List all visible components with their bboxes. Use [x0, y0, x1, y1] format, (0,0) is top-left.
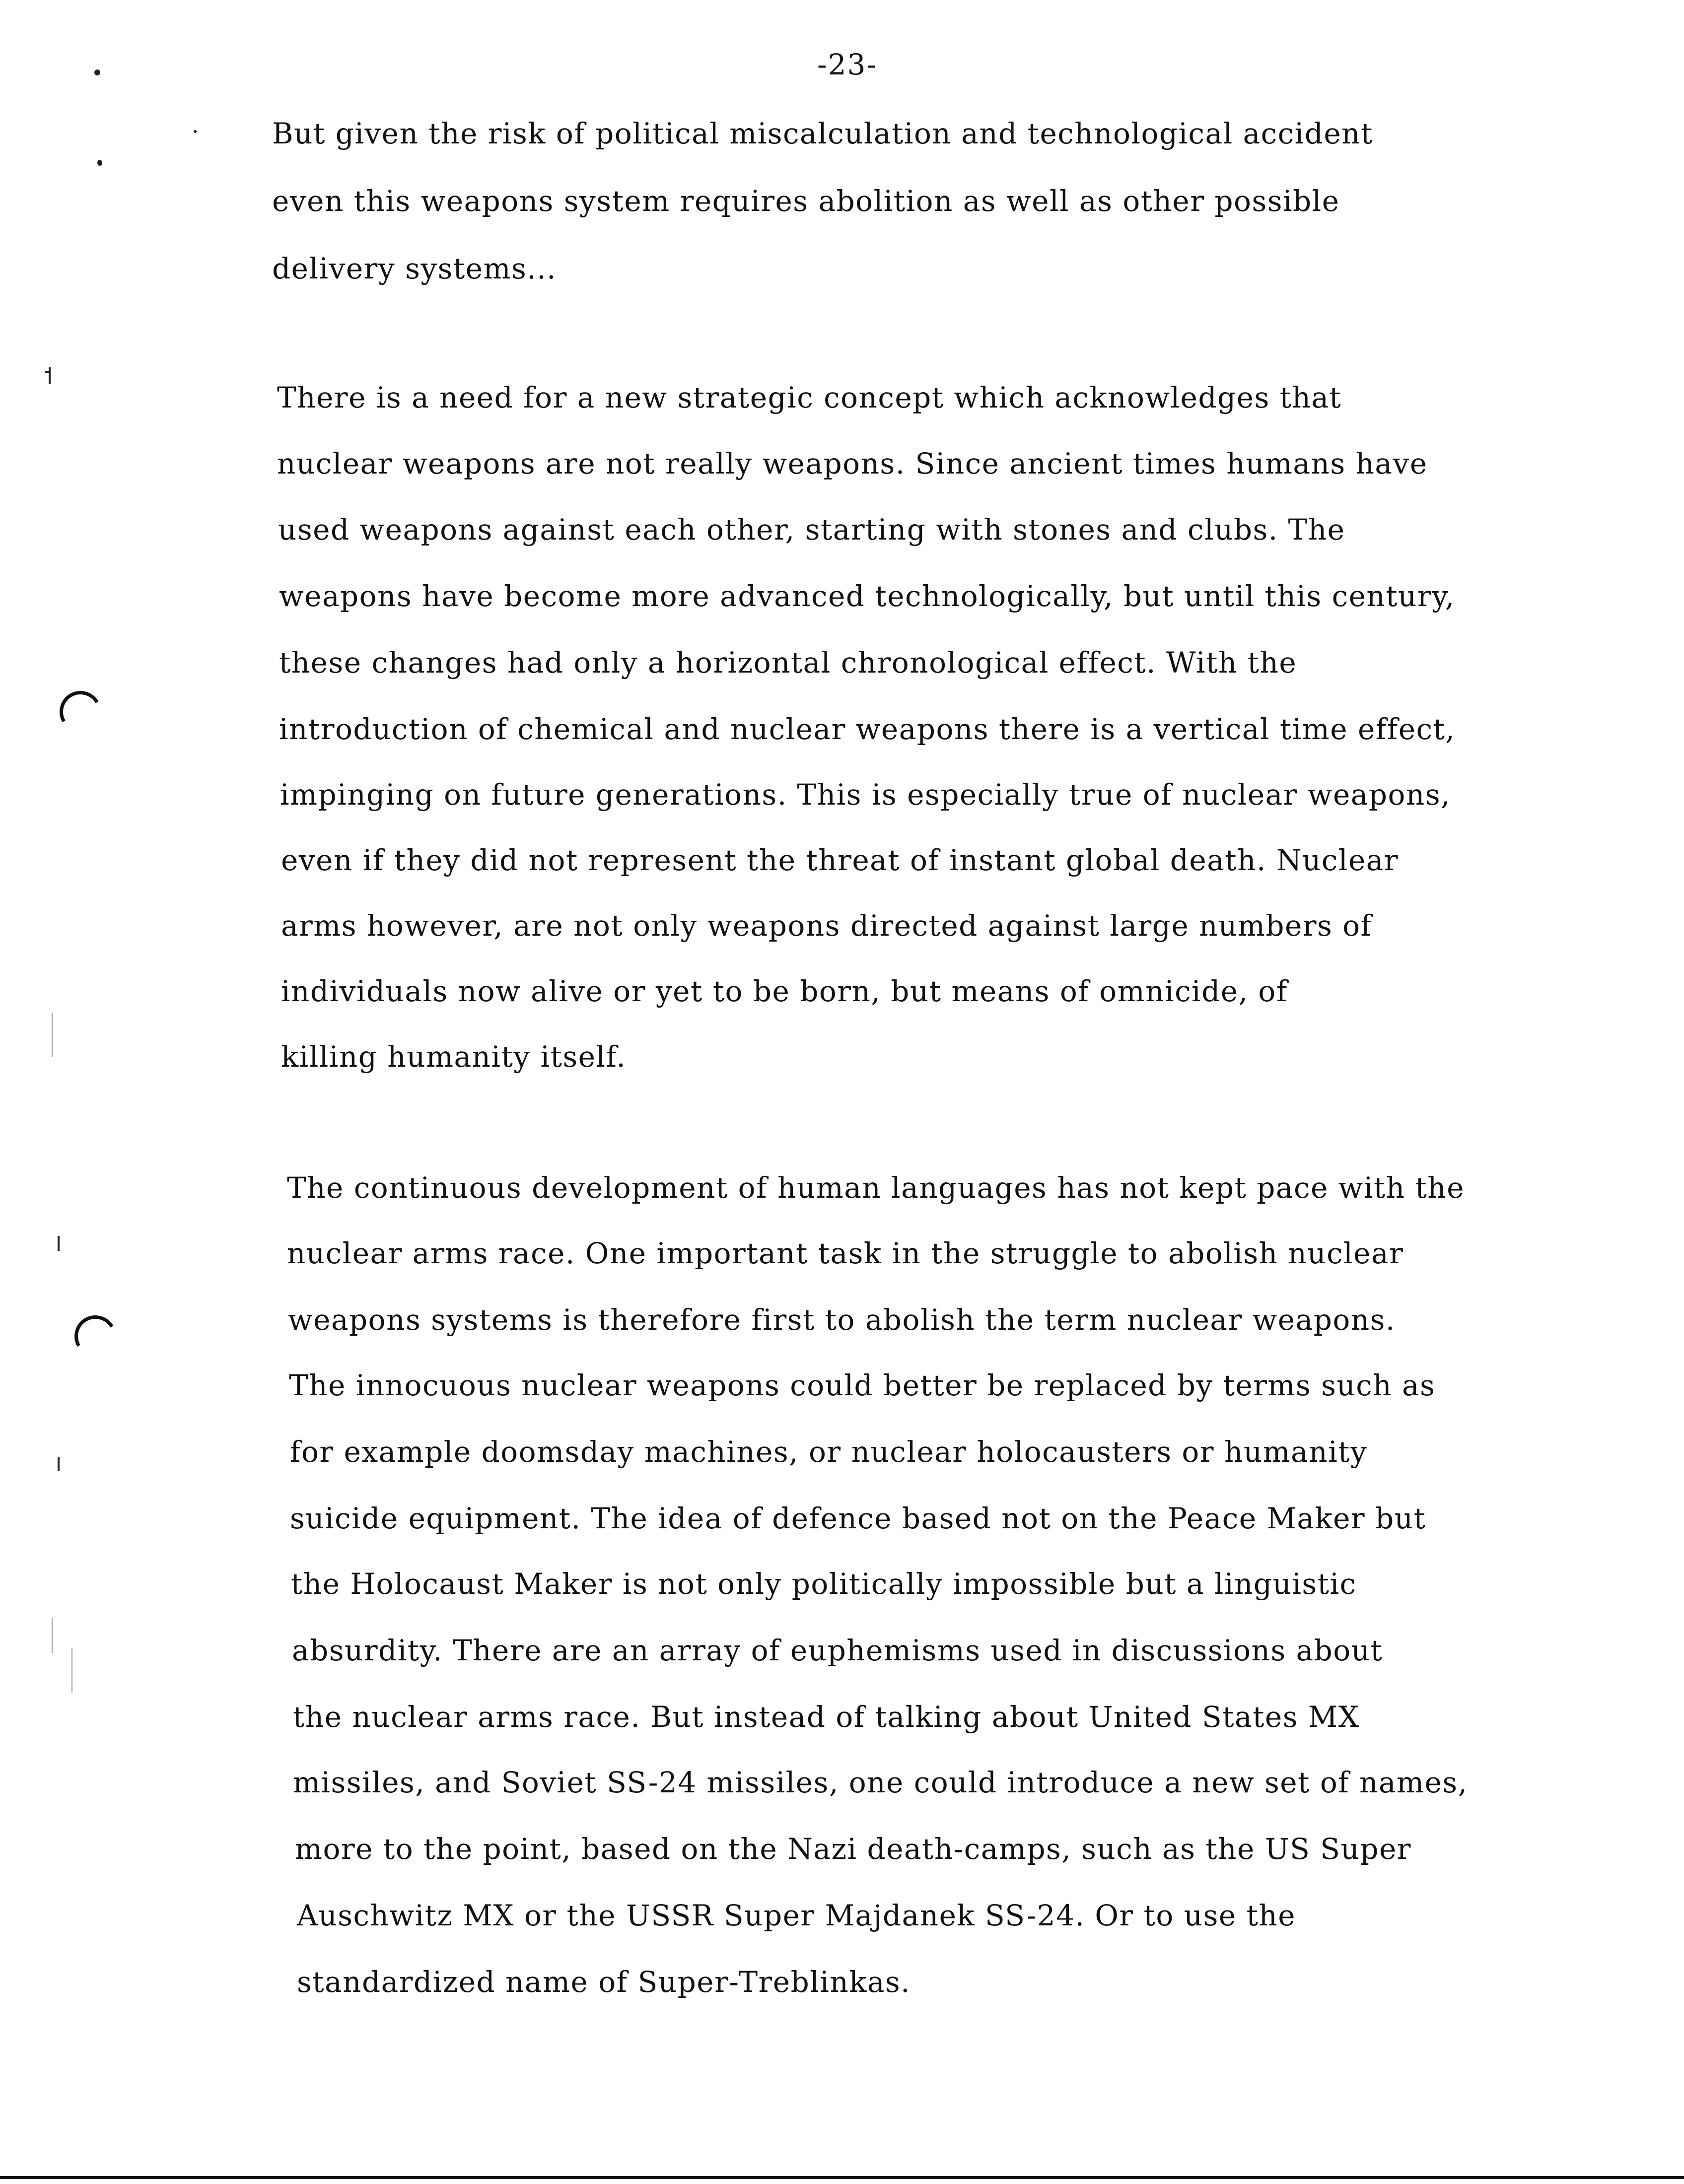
paragraph-line: these changes had only a horizontal chronological effect. With the [279, 646, 1297, 680]
paragraph-line: nuclear arms race. One important task in the struggle to abolish nuclear [287, 1236, 1404, 1270]
paragraph-line: Auschwitz MX or the USSR Super Majdanek SS-24. Or to use the [297, 1899, 1296, 1932]
paragraph-line: suicide equipment. The idea of defence based not on the Peace Maker but [290, 1502, 1426, 1535]
scan-tick [45, 371, 50, 373]
paragraph-line: more to the point, based on the Nazi death-camps, such as the US Super [295, 1832, 1412, 1866]
page-bottom-edge [0, 2176, 1684, 2179]
paragraph-line: The innocuous nuclear weapons could better be replaced by terms such as [289, 1368, 1436, 1402]
page-number: -23- [817, 48, 877, 81]
scan-speck [97, 160, 102, 166]
paragraph-line: absurdity. There are an array of euphemisms used in discussions about [292, 1634, 1383, 1667]
scan-faint-line [71, 1648, 72, 1693]
scan-tick [58, 1457, 60, 1471]
scan-speck [94, 69, 100, 75]
paragraph-line: even if they did not represent the threat of instant global death. Nuclear [281, 843, 1399, 877]
paragraph-line: individuals now alive or yet to be born, but means of omnicide, of [281, 974, 1288, 1008]
paragraph-line: missiles, and Soviet SS-24 missiles, one could introduce a new set of names, [293, 1766, 1468, 1799]
paragraph-line: standardized name of Super-Treblinkas. [297, 1965, 911, 1999]
paragraph-line: the Holocaust Maker is not only politically impossible but a linguistic [291, 1567, 1357, 1601]
binder-hole-mark [55, 686, 106, 738]
paragraph-line: There is a need for a new strategic concept which acknowledges that [277, 381, 1342, 414]
scan-tick [58, 1236, 60, 1251]
paragraph-line: impinging on future generations. This is especially true of nuclear weapons, [280, 778, 1451, 812]
paragraph-line: introduction of chemical and nuclear weapons there is a vertical time effect, [279, 712, 1456, 746]
paragraph-line: weapons systems is therefore first to abolish the term nuclear weapons. [288, 1303, 1396, 1337]
scan-faint-line [52, 1013, 53, 1057]
binder-hole-mark [70, 1311, 121, 1362]
scan-speck [194, 130, 197, 133]
scan-faint-line [52, 1618, 53, 1653]
paragraph-line: arms however, are not only weapons directed against large numbers of [281, 909, 1372, 943]
paragraph-line: the nuclear arms race. But instead of talking about United States MX [293, 1700, 1360, 1734]
paragraph-line: weapons have become more advanced technologically, but until this century, [279, 579, 1455, 613]
paragraph-line: nuclear weapons are not really weapons. Since ancient times humans have [277, 447, 1428, 480]
paragraph-line: But given the risk of political miscalculation and technological accident [272, 117, 1373, 150]
paragraph-line: The continuous development of human languages has not kept pace with the [287, 1171, 1465, 1205]
paragraph-line: killing humanity itself. [281, 1040, 627, 1074]
scan-tick [49, 367, 51, 384]
paragraph-line: for example doomsday machines, or nuclear holocausters or humanity [290, 1435, 1368, 1469]
paragraph-line: used weapons against each other, starting with stones and clubs. The [278, 513, 1345, 546]
paragraph-line: delivery systems... [272, 252, 557, 285]
paragraph-line: even this weapons system requires abolition as well as other possible [272, 184, 1340, 218]
